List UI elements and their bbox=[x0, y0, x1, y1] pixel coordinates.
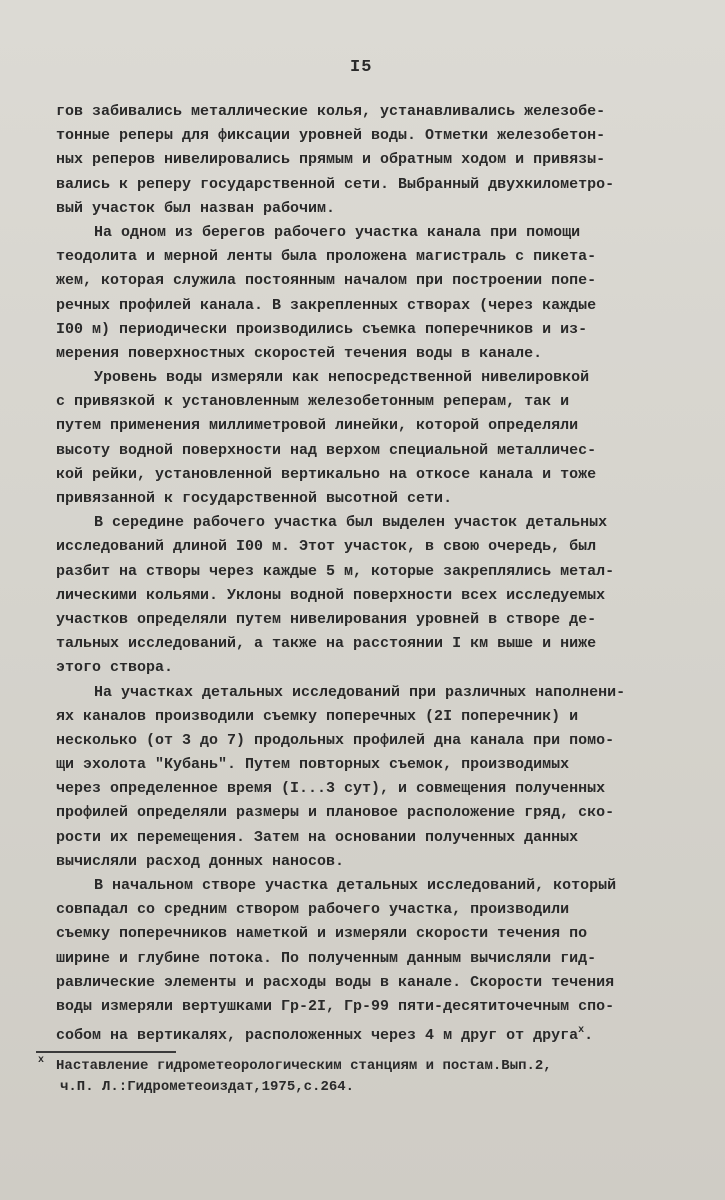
text-line: вый участок был назван рабочим. bbox=[56, 199, 336, 217]
text-line: через определенное время (I...3 сут), и совмещения полученных bbox=[56, 780, 606, 798]
footnote-marker: х bbox=[38, 1055, 45, 1066]
text-line: собом на вертикалях, расположенных через 4 м друг от друга$^х$. bbox=[56, 1025, 594, 1045]
text-line: В начальном створе участка детальных исследований, который bbox=[94, 877, 617, 894]
text-line: щи эхолота "Кубань". Путем повторных съемок, производимых bbox=[56, 756, 570, 774]
text-line: кой рейки, установленной вертикально на откосе канала и тоже bbox=[56, 465, 597, 483]
text-line: гов забивались металлические колья, устанавливались железобе- bbox=[56, 103, 606, 120]
text-line: I00 м) периодически производились съемка поперечников и из- bbox=[56, 320, 588, 338]
text-line: путем применения миллиметровой линейки, которой определяли bbox=[56, 417, 579, 435]
text-line: несколько (от 3 до 7) продольных профилей дна канала при помо- bbox=[56, 731, 615, 749]
text-line: Уровень воды измеряли как непосредственной нивелировкой bbox=[94, 369, 590, 387]
text-line: ях каналов производили съемку поперечных (2I поперечник) и bbox=[56, 707, 579, 725]
text-line: лическими кольями. Уклоны водной поверхности всех исследуемых bbox=[56, 586, 606, 604]
text-line: участков определяли путем нивелирования уровней в створе де- bbox=[56, 610, 597, 628]
text-line: жем, которая служила постоянным началом при построении попе- bbox=[56, 272, 597, 290]
footnote-line-2: ч.П. Л.:Гидрометеоиздат,1975,с.264. bbox=[60, 1079, 355, 1095]
text-line: рости их перемещения. Затем на основании полученных данных bbox=[56, 828, 579, 846]
text-line: разбит на створы через каждые 5 м, которые закреплялись метал- bbox=[56, 562, 615, 580]
text-line: речных профилей канала. В закрепленных створах (через каждые bbox=[56, 296, 597, 314]
text-line: высоту водной поверхности над верхом специальной металличес- bbox=[56, 441, 597, 459]
text-line: вались к реперу государственной сети. Выбранный двухкилометро- bbox=[56, 175, 615, 193]
text-line: совпадал со средним створом рабочего участка, производили bbox=[56, 901, 570, 919]
text-line: исследований длиной I00 м. Этот участок, в свою очередь, был bbox=[56, 538, 597, 556]
text-line: В середине рабочего участка был выделен участок детальных bbox=[94, 514, 608, 532]
text-line: вычисляли расход донных наносов. bbox=[56, 852, 345, 870]
text-line: теодолита и мерной ленты была проложена магистраль с пикета- bbox=[56, 248, 597, 266]
text-line: равлические элементы и расходы воды в канале. Скорости течения bbox=[56, 973, 615, 991]
text-line: тонные реперы для фиксации уровней воды. Отметки железобетон- bbox=[56, 127, 606, 145]
footnote-text-1: Наставление гидрометеорологическим станциям и постам.Вып.2, bbox=[56, 1058, 552, 1074]
footnote-line-1 bbox=[38, 1050, 678, 1077]
text-line: воды измеряли вертушками Гр-2I, Гр-99 пяти-десятиточечным спо- bbox=[56, 997, 615, 1015]
text-line: мерения поверхностных скоростей течения воды в канале. bbox=[56, 344, 543, 362]
text-line: съемку поперечников наметкой и измеряли скорости течения по bbox=[56, 925, 588, 943]
text-line: На одном из берегов рабочего участка канала при помощи bbox=[94, 223, 581, 241]
text-line: На участках детальных исследований при различных наполнени- bbox=[94, 683, 626, 701]
text-line: ширине и глубине потока. По полученным данным вычисляли гид- bbox=[56, 949, 597, 967]
text-line: привязанной к государственной высотной сети. bbox=[56, 490, 453, 507]
text-line-content: собом на вертикалях, расположенных через 4 м друг от друга bbox=[56, 1027, 579, 1045]
text-line: ных реперов нивелировались прямым и обратным ходом и привязы- bbox=[56, 151, 606, 169]
page-number: I5 bbox=[350, 58, 373, 77]
text-line: тальных исследований, а также на расстоянии I км выше и ниже bbox=[56, 635, 597, 653]
text-line: с привязкой к установленным железобетонным реперам, так и bbox=[56, 393, 570, 411]
footnote bbox=[38, 1050, 678, 1098]
text-line: этого створа. bbox=[56, 659, 174, 677]
body-text bbox=[56, 100, 676, 1043]
footnote-reference: х bbox=[578, 1025, 585, 1037]
text-line: профилей определяли размеры и плановое расположение гряд, ско- bbox=[56, 804, 615, 822]
